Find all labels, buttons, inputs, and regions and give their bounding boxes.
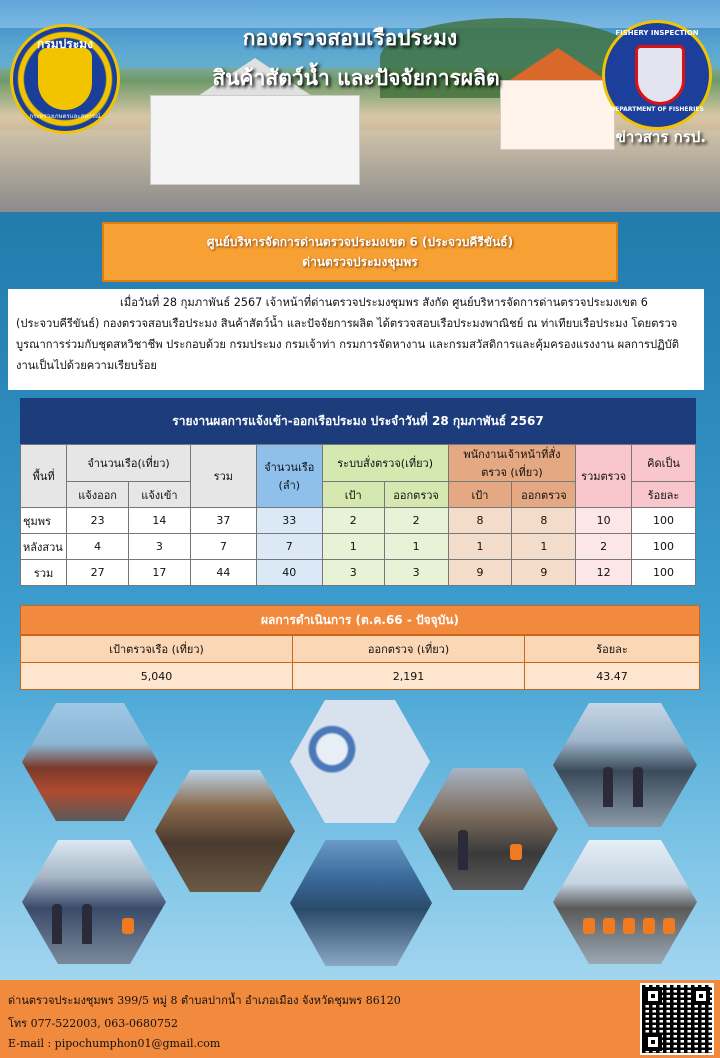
- paragraph-text: เมื่อวันที่ 28 กุมภาพันธ์ 2567 เจ้าหน้าที่ด่านตรวจประมงชุมพร สังกัด ศูนย์บริหารจัดการด่านตรวจประมงเขต 6 (ประจวบคีรีขันธ์) กองตรวจสอบเรือประมง สินค้าสัตว์น้ำ และปัจจัยการผลิต ได้ตรวจสอบเรือประมงพาณิชย์ ณ ท่าเทียบเรือประมง โดยตรวจบูรณาการร่วมกับชุดสหวิชาชีพ ประกอบด้วย กรมประมง กรมเจ้าท่า กรมการจัดหางาน และกรมสวัสดิการและคุ้มครองแรงงาน ผลการปฏิบัติงานเป็นไปด้วยความเรียบร้อย: [16, 296, 680, 372]
- cell-area: ชุมพร: [21, 508, 67, 534]
- header-percent-label: คิดเป็น: [632, 445, 696, 482]
- cell-total: 44: [190, 560, 256, 586]
- cell-out: 27: [67, 560, 129, 586]
- cell-boats: 33: [256, 508, 322, 534]
- footer-email[interactable]: E-mail : pipochumphon01@gmail.com: [8, 1037, 221, 1050]
- cell-percent: 100: [632, 560, 696, 586]
- header-boats-count: จำนวนเรือ (ลำ): [256, 445, 322, 508]
- fishing-boat-photo: [22, 703, 158, 821]
- unit-title-line2: ด่านตรวจประมงชุมพร: [302, 255, 418, 269]
- header-title-line1: กองตรวจสอบเรือประมง: [242, 26, 458, 50]
- officers-inspection-photo: [418, 768, 558, 890]
- cell-percent: 100: [632, 508, 696, 534]
- cell-total: 37: [190, 508, 256, 534]
- cell-sys-target: 2: [322, 508, 384, 534]
- logo-right-bottom-text: DEPARTMENT OF FISHERIES: [610, 106, 704, 113]
- table-row: [21, 508, 696, 534]
- logo-right-top-text: FISHERY INSPECTION: [615, 29, 699, 37]
- cell-sys-target: 1: [322, 534, 384, 560]
- header-order-system: ระบบสั่งตรวจ(เที่ยว): [322, 445, 448, 482]
- team-meeting-photo: [22, 840, 166, 964]
- table-row-total: [21, 560, 696, 586]
- cell-total-inspect: 12: [576, 560, 632, 586]
- header-title-line2: สินค้าสัตว์น้ำ และปัจจัยการผลิต: [212, 66, 500, 90]
- logo-left-top-text: กรมประมง: [37, 37, 93, 51]
- cell-sys-inspect: 1: [384, 534, 448, 560]
- header-area: พื้นที่: [21, 445, 67, 508]
- result-value-target: 5,040: [21, 663, 293, 690]
- result-grid: [20, 635, 700, 690]
- cell-total-inspect: 2: [576, 534, 632, 560]
- shield-icon: [635, 45, 685, 105]
- header-officers: พนักงานเจ้าหน้าที่สั่งตรวจ (เที่ยว): [448, 445, 576, 482]
- fishery-inspection-logo: [602, 20, 712, 130]
- fishing-nets-photo: [155, 770, 295, 892]
- news-paragraph: [8, 289, 704, 390]
- header-percent: ร้อยละ: [632, 482, 696, 508]
- cell-area: หลังสวน: [21, 534, 67, 560]
- header-off-target: เป้า: [448, 482, 512, 508]
- table-row: [21, 663, 700, 690]
- footer-phone: โทร 077-522003, 063-0680752: [8, 1017, 178, 1030]
- cell-boats: 40: [256, 560, 322, 586]
- unit-title-line1: ศูนย์บริหารจัดการด่านตรวจประมงเขต 6 (ประจวบคีรีขันธ์): [206, 235, 514, 249]
- cell-total-inspect: 10: [576, 508, 632, 534]
- cell-sys-target: 3: [322, 560, 384, 586]
- cell-sys-inspect: 2: [384, 508, 448, 534]
- result-value-inspected: 2,191: [293, 663, 525, 690]
- unit-title-box: [102, 222, 618, 282]
- header-boats-trips: จำนวนเรือ(เที่ยว): [67, 445, 191, 482]
- header-sys-target: เป้า: [322, 482, 384, 508]
- cell-off-inspect: 1: [512, 534, 576, 560]
- cell-in: 14: [129, 508, 191, 534]
- cell-percent: 100: [632, 534, 696, 560]
- cell-in: 3: [129, 534, 191, 560]
- cell-total: 7: [190, 534, 256, 560]
- header-total: รวม: [190, 445, 256, 508]
- qr-code-icon[interactable]: [640, 983, 714, 1055]
- result-header-inspected: ออกตรวจ (เที่ยว): [293, 636, 525, 663]
- report-grid: [20, 444, 696, 586]
- cell-off-inspect: 8: [512, 508, 576, 534]
- ice-buckets-photo: [290, 700, 430, 823]
- report-table: [20, 398, 696, 586]
- header-total-inspect: รวมตรวจ: [576, 445, 632, 508]
- footer-contact: [0, 980, 720, 1058]
- cell-sys-inspect: 3: [384, 560, 448, 586]
- cell-out: 23: [67, 508, 129, 534]
- news-label: ข่าวสาร กรป.: [615, 128, 706, 146]
- header-sys-inspect: ออกตรวจ: [384, 482, 448, 508]
- header-out: แจ้งออก: [67, 482, 129, 508]
- cell-off-target: 8: [448, 508, 512, 534]
- cell-out: 4: [67, 534, 129, 560]
- result-title: ผลการดำเนินการ (ต.ค.66 - ปัจจุบัน): [20, 605, 700, 635]
- cell-boats: 7: [256, 534, 322, 560]
- cell-off-inspect: 9: [512, 560, 576, 586]
- temple-image: [150, 95, 360, 185]
- officers-pier-photo: [553, 703, 697, 827]
- header-off-inspect: ออกตรวจ: [512, 482, 576, 508]
- cell-off-target: 1: [448, 534, 512, 560]
- table-row: [21, 534, 696, 560]
- boat-cabin-photo: [290, 840, 432, 966]
- result-header-target: เป้าตรวจเรือ (เที่ยว): [21, 636, 293, 663]
- header-banner: [0, 0, 720, 212]
- cell-off-target: 9: [448, 560, 512, 586]
- header-in: แจ้งเข้า: [129, 482, 191, 508]
- group-photo: [553, 840, 697, 964]
- report-title: รายงานผลการแจ้งเข้า-ออกเรือประมง ประจำวันที่ 28 กุมภาพันธ์ 2567: [20, 398, 696, 444]
- result-value-percent: 43.47: [525, 663, 700, 690]
- result-header-percent: ร้อยละ: [525, 636, 700, 663]
- cell-in: 17: [129, 560, 191, 586]
- result-table: [20, 605, 700, 690]
- cell-area: รวม: [21, 560, 67, 586]
- footer-address: ด่านตรวจประมงชุมพร 399/5 หมู่ 8 ตำบลปากน้ำ อำเภอเมือง จังหวัดชุมพร 86120: [8, 994, 401, 1007]
- logo-left-bottom-text: กระทรวงเกษตรและสหกรณ์: [29, 113, 101, 120]
